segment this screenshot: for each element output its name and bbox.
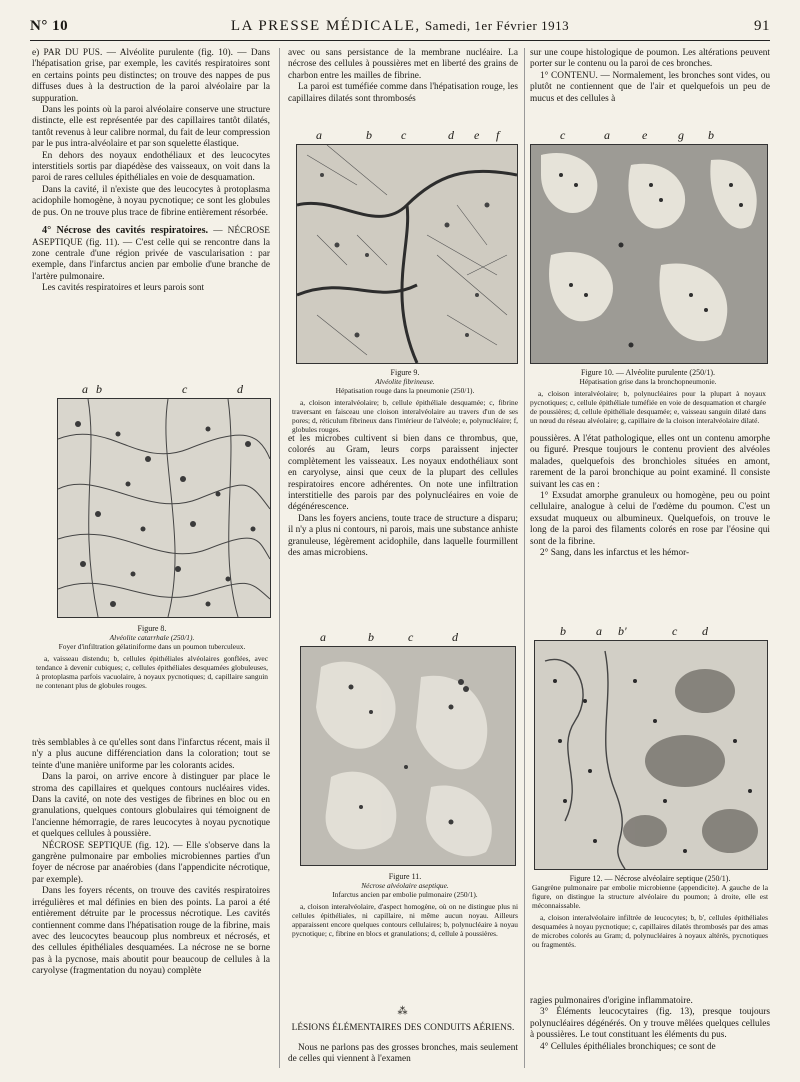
histology-drawing — [301, 647, 515, 865]
figure-11-caption: Figure 11. Nécrose alvéolaire aseptique. Infarctus ancien par embolie pulmonaire (250/1). a, cloison interalvéolaire, d'aspect homogène, où on ne distingue plus ni cellules épithéliales, ni capillaire, ni même aucun noyau. Ailleurs apparaissent encore quelques contours cellulaires; b, polynucléaire à noyau pycnotique; c, fibrine en blocs et granulations; d, cellule à poussières. — [292, 872, 518, 938]
figure-10-illustration — [530, 144, 768, 364]
paragraph: 2° Sang, dans les infarctus et les hémor- — [540, 548, 690, 559]
fig-label: d — [448, 128, 454, 142]
paragraph: NÉCROSE SEPTIQUE (fig. 12). — Elle s'observe dans la gangrène pulmonaire par embolies microbiennes parties d'un foyer de nécrose par anaérobies (dans l'appendicite nécrotique, par exemple). — [32, 840, 270, 885]
paragraph: 1° CONTENU. — Normalement, les bronches sont vides, ou plutôt ne contiennent que de l'air et quelquefois un peu de mucus et des cellules à — [530, 70, 770, 104]
fig-label: a — [320, 630, 326, 644]
figure-12-illustration — [534, 640, 768, 870]
figure-9-illustration — [296, 144, 518, 364]
section-title: LÉSIONS ÉLÉMENTAIRES DES CONDUITS AÉRIENS. — [291, 1023, 515, 1034]
paragraph: Dans les foyers anciens, toute trace de structure a disparu; il n'y a plus ni contours, ni parois, mais une substance anhiste granuleuse, légèrement acidophile, dans laquelle fourmillent des amas microbiens. — [288, 513, 518, 559]
fig-label: c — [560, 128, 566, 142]
paragraph: Les cavités respiratoires et leurs parois sont — [42, 283, 205, 294]
histology-drawing — [297, 145, 517, 363]
figure-8-illustration — [57, 398, 271, 618]
fig-label: b — [368, 630, 374, 644]
paragraph: En dehors des noyaux endothéliaux et des leucocytes interstitiels sortis par diapédèse des vaisseaux, on voit dans la paroi de rares cellules épithéliales en voie de desquamation. — [32, 150, 270, 184]
fig-label: d — [452, 630, 458, 644]
figure-9-caption: Figure 9. Alvéolite fibrineuse. Hépatisation rouge dans la pneumonie (250/1). a, cloison interalvéolaire; b, cellule épithéliale desquamée; c, fibrine traversant en faisceau une cloison interalvéolaire au travers d'un de ses pores; d, réticulum fibrineux dans l'intérieur de l'alvéole; e, polynucléaire; f, globules rouges. — [292, 368, 518, 434]
histology-drawing — [58, 399, 270, 617]
fig-label: b — [708, 128, 714, 142]
fig-label: c — [401, 128, 407, 142]
figure-12-caption: Figure 12. — Nécrose alvéolaire septique (250/1). Gangrène pulmonaire par embolie microbienne (appendicite). A gauche de la figure, on distingue la structure alvéolaire du poumon; à droite, elle est méconnaissable. a, cloison interalvéolaire infiltrée de leucocytes; b, b', cellules épithéliales desquamées à noyau pycnotique; c, capillaires dilatés thrombosés par des amas de microbes colorés au Gram; d, polynucléaires à noyaux altérés, pycnotiques ou fragmentés. — [532, 874, 768, 949]
column-3-bottom — [530, 996, 770, 1053]
column-3 — [530, 48, 770, 105]
column-2-middle — [288, 434, 518, 559]
figure-8-caption: Figure 8. Alvéolite catarrhale (250/1). Foyer d'infiltration gélatiniforme dans un poumon tuberculeux. a, vaisseau distendu; b, cellules épithéliales alvéolaires gonflées, avec tendance à devenir cubiques; c, cellules épithéliales desquamées globuleuses, à protoplasma parfois vacuolaire, à noyaux pycnotiques; d, capillaire sanguin ne contenant plus de globules rouges. — [36, 624, 268, 690]
histology-drawing — [531, 145, 767, 363]
issue-number: N° 10 — [30, 18, 69, 34]
fig-label: d — [702, 624, 708, 638]
histology-drawing — [535, 641, 767, 869]
fig-label: b' — [618, 624, 627, 638]
fig-label: e — [642, 128, 648, 142]
fig-label: c — [408, 630, 414, 644]
paragraph: 4° Cellules épithéliales bronchiques; ce sont de — [540, 1041, 716, 1052]
paragraph: Dans la paroi, on arrive encore à distinguer par place le stroma des capillaires et quelques contours nucléaires vides. Dans la cavité, on note des vestiges de fibrines en bloc ou en granulations, quelques contours globulaires qui témoignent de l'ancienne hémorragie, de rares leucocytes à noyau pycnotique et quelques cellules à poussière. — [32, 772, 270, 840]
section-heading: 4° Nécrose des cavités respiratoires. — [42, 225, 209, 237]
paragraph: 1° Exsudat amorphe granuleux ou homogène, peu ou point cellulaire, analogue à celui de l'œdème du poumon. C'est un exsudat muqueux ou albumineux. Quelquefois, on trouve le long de la paroi des filaments colorés en rose par l'éosine qui sont de la fibrine. — [530, 491, 770, 547]
fig-label: a — [316, 128, 322, 142]
column-3-middle — [530, 434, 770, 559]
paragraph: 3° Éléments leucocytaires (fig. 13), presque toujours polynucléaires dégénérés. On y trouve mêlées quelques cellules à poussières. Le tout constituant les éléments du pus. — [530, 1007, 770, 1041]
fig-label: a — [596, 624, 602, 638]
fig-label: e — [474, 128, 480, 142]
paragraph: Dans la cavité, il n'existe que des leucocytes à protoplasma acidophile homogène, à noyau pycnotique; ce sont les globules de pus. On ne trouve plus trace de fibrine entièrement résorbée. — [32, 184, 270, 218]
paragraph: Dans les points où la paroi alvéolaire conserve une structure distincte, elle est représentée par des capillaires tantôt dilatés, tantôt revenus à leur calibre normal, du fait de leur compression par le pus intra-alvéolaire et par son squelette élastique. — [32, 105, 270, 150]
fig-label: c — [672, 624, 678, 638]
paragraph: poussières. A l'état pathologique, elles ont un contenu amorphe ou figuré. Presque toujours le contenu provient des alvéoles malades, quelquefois des bronchioles situées en amont, rarement de la paroi bronchique au point examiné. Il consiste suivant les cas en : — [530, 434, 770, 490]
fig-label: f — [496, 128, 500, 142]
figure-11-illustration — [300, 646, 516, 866]
fig-label: c — [182, 382, 188, 396]
paragraph: et les microbes cultivent si bien dans ce thrombus, que, colorés au Gram, leurs corps paraissent injecter complètement les vaisseaux. Les noyaux endothéliaux sont en caryolyse, ainsi que ceux de la plupart des cellules respiratoires encore adhérentes. On note une infiltration interstitielle des parois par des polynucléaires en voie de dégénérescence. — [288, 434, 518, 513]
column-1-lower — [32, 738, 270, 978]
figure-10-caption: Figure 10. — Alvéolite purulente (250/1). Hépatisation grise dans la bronchopneumonie. a, cloison interalvéolaire; b, polynucléaires pour la plupart à noyaux pycnotiques; c, cellule épithéliale tuméfiée en voie de desquamation et chargée de poussières; d, cellule épithéliale desquamée; e, vaisseau sanguin dilaté dans un nœud du réseau alvéolaire; g, capillaire de la cloison interalvéolaire dilaté. — [530, 368, 766, 425]
column-2 — [288, 48, 518, 105]
ornament: ⁂ — [397, 1006, 409, 1017]
fig-label: a — [82, 382, 88, 396]
fig-label: d — [237, 382, 243, 396]
fig-label: b — [366, 128, 372, 142]
paragraph: e) PAR DU PUS. — Alvéolite purulente (fig. 10). — Dans l'hépatisation grise, par exemple, les cavités respiratoires sont en certains points peu distinctes; on trouve des nappes de pus diffuses dues à la destruction de la paroi alvéolaire par la suppuration. — [32, 48, 270, 104]
column-2-bottom — [288, 996, 518, 1066]
fig-label: b — [560, 624, 566, 638]
paragraph: très semblables à ce qu'elles sont dans l'infarctus récent, mais il n'y a plus aucune différenciation dans la coloration; tout se teinte d'une manière uniforme par les colorants acides. — [32, 738, 270, 771]
paragraph: La paroi est tuméfiée comme dans l'hépatisation rouge, les capillaires dilatés sont thrombosés — [288, 82, 518, 104]
page-header — [30, 18, 770, 41]
paragraph: Nous ne parlons pas des grosses bronches, mais seulement de celles qui viennent à l'examen — [288, 1042, 518, 1065]
issue-date: Samedi, 1er Février 1913 — [424, 18, 570, 33]
column-divider — [524, 48, 525, 1068]
column-1 — [32, 48, 270, 295]
page-number: 91 — [754, 18, 770, 34]
paragraph: Dans les foyers récents, on trouve des cavités respiratoires irrégulières et mal définies en bien des points. La paroi a été entièrement détruite par le processus nécrotique. Les cavités contiennent comme dans l'hépatisation rouge de la fibrine, mais avec des leucocytes beaucoup plus nombreux et nécrosés, et des cellules épithéliales desquamées. La nécrose ne se borne pas à la pycnose, mais aboutit pour beaucoup de cellules à la caryolyse (fragmentation du noyau) complète — [32, 886, 270, 977]
paragraph: avec ou sans persistance de la membrane nucléaire. La nécrose des cellules à poussières met en liberté des grains de charbon entre les mailles de fibrine. — [288, 48, 518, 81]
fig-label: b — [96, 382, 102, 396]
column-divider — [279, 48, 280, 1068]
fig-label: g — [678, 128, 684, 142]
paragraph: sur une coupe histologique de poumon. Les altérations peuvent porter sur le contenu ou la paroi de ces bronches. — [530, 48, 770, 70]
journal-title: LA PRESSE MÉDICALE, Samedi, 1er Février 1913 — [230, 18, 570, 34]
paragraph: 4° Nécrose des cavités respiratoires. — NÉCROSE ASEPTIQUE (fig. 11). — C'est celle qui se rencontre dans la zone centrale d'une région privée de vascularisation : par exemple, dans l'infarctus ancien par embolie d'une branche de l'artère pulmonaire. — [32, 225, 270, 282]
fig-label: a — [604, 128, 610, 142]
paragraph: ragies pulmonaires d'origine inflammatoire. — [530, 996, 693, 1006]
